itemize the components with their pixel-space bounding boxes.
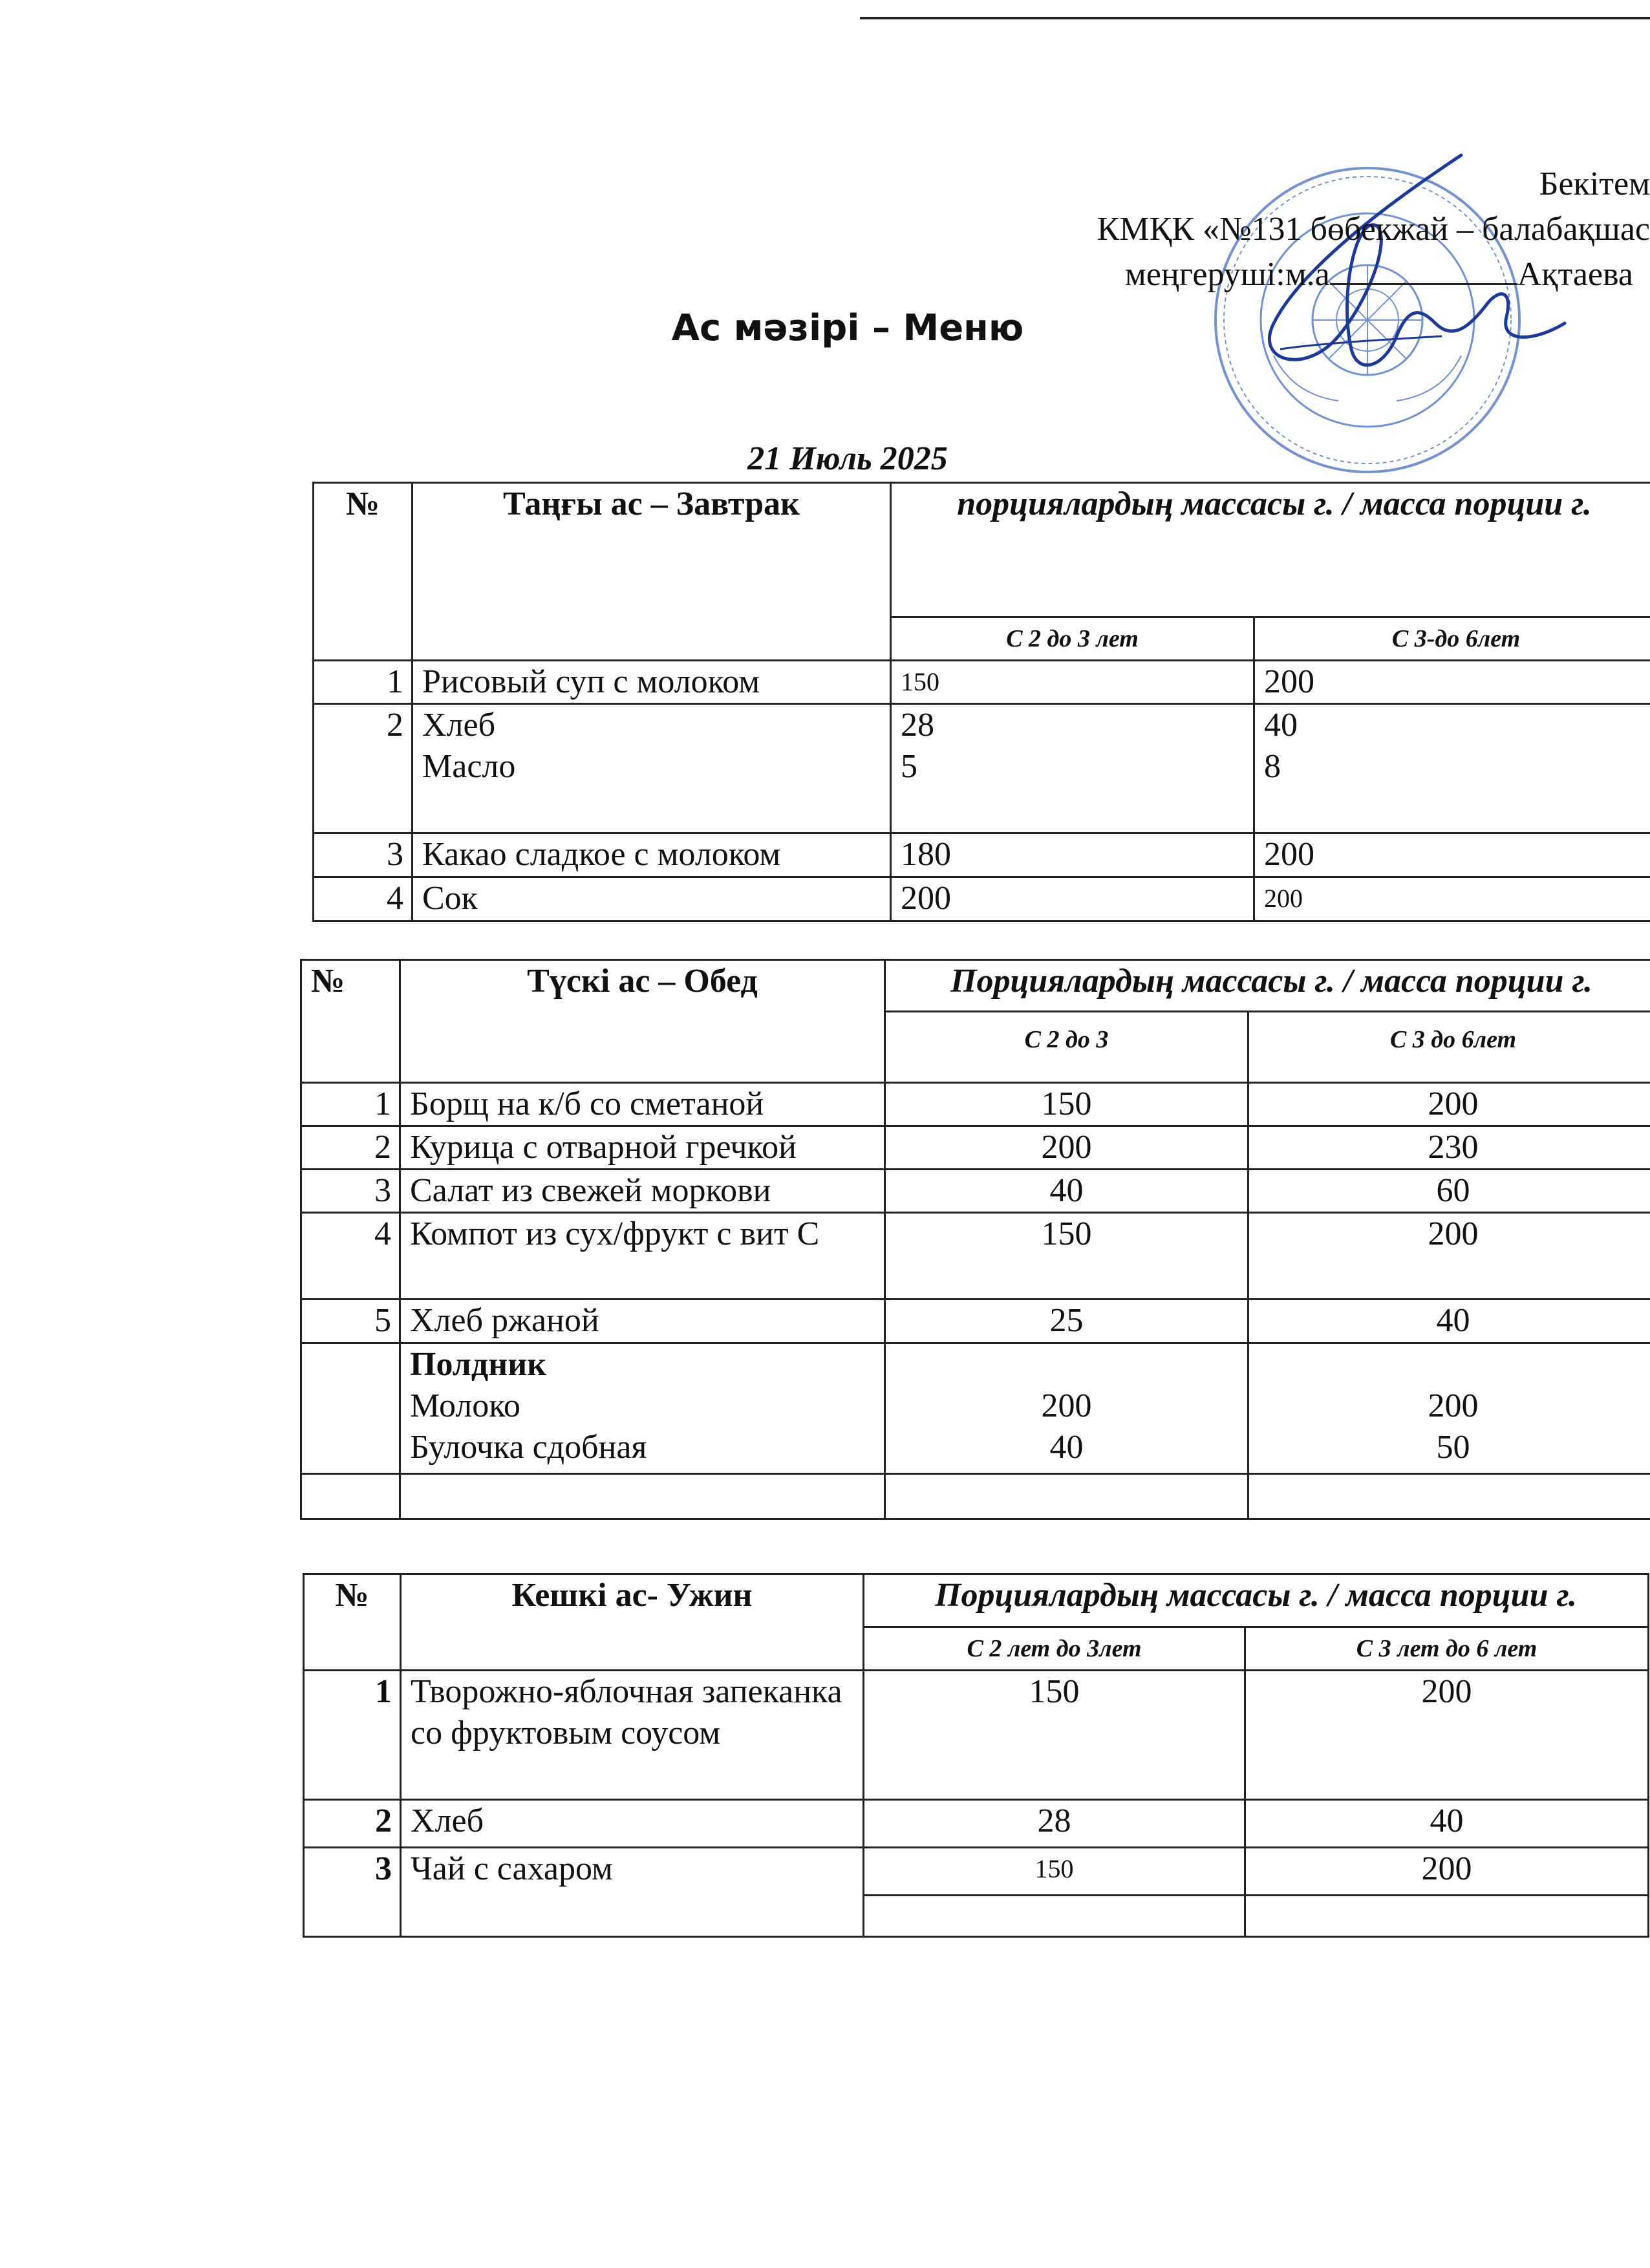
signature-blank [1330, 255, 1517, 285]
dish-name: Борщ на к/б со сметаной [400, 1083, 885, 1126]
portion-value: 28 [901, 707, 934, 744]
portion-3-6: 200 [1254, 877, 1650, 921]
portion-3-6: 200 [1248, 1213, 1650, 1300]
row-number: 2 [314, 704, 412, 833]
portion-3-6 [1248, 1343, 1650, 1474]
portion-2-3: 180 [891, 833, 1254, 877]
dish-name: Какао сладкое с молоком [412, 833, 891, 877]
portion-3-6: 200 [1245, 1671, 1649, 1800]
portion-3-6: 200 [1254, 661, 1650, 704]
lunch-title: Түскі ас – Обед [400, 960, 885, 1083]
dinner-title: Кешкі ас- Ужин [401, 1574, 864, 1671]
approval-surname: Ақтаева [1517, 256, 1633, 293]
portion-2-3: 150 [885, 1213, 1248, 1300]
portion-3-6: 40 [1248, 1300, 1650, 1343]
row-number: 3 [301, 1170, 400, 1213]
portion-3-6: 200 [1248, 1083, 1650, 1126]
row-number: 1 [304, 1671, 401, 1800]
portion-2-3: 28 [864, 1800, 1245, 1848]
lunch-age-1: С 2 до 3 [885, 1012, 1248, 1083]
snack-items [400, 1343, 885, 1474]
breakfast-mass-header: порциялардың массасы г. / масса порции г. [891, 483, 1650, 617]
portion-3-6: 200 [1254, 833, 1650, 877]
snack-title: Полдник [410, 1346, 547, 1383]
portion-value: 40 [1049, 1429, 1084, 1466]
table-row [301, 1300, 1650, 1343]
dish-name-line: Масло [422, 748, 516, 785]
portion-2-3: 200 [885, 1126, 1248, 1170]
dish-name: Салат из свежей моркови [400, 1170, 885, 1213]
row-number: 3 [304, 1848, 401, 1937]
breakfast-table [312, 482, 1650, 922]
page-title: Ас мәзірі – Меню [671, 307, 1024, 349]
portion-2-3: 25 [885, 1300, 1248, 1343]
table-row [301, 1083, 1650, 1126]
portion-3-6: 40 [1245, 1800, 1649, 1848]
snack-item: Булочка сдобная [410, 1429, 647, 1466]
portion-2-3: 150 [891, 661, 1254, 704]
table-row [314, 877, 1650, 921]
empty-row [301, 1474, 1650, 1519]
row-number-empty [301, 1343, 400, 1474]
top-border-line [860, 17, 1650, 19]
dinner-age-2: С 3 лет до 6 лет [1245, 1627, 1649, 1671]
portion-2-3: 150 [885, 1083, 1248, 1126]
table-row [314, 704, 1650, 833]
approval-line-1: Бекітем [1539, 166, 1650, 202]
portion-value: 40 [1264, 707, 1298, 744]
dish-name: Творожно-яблочная запеканка со фруктовым соусом [401, 1671, 864, 1800]
portion-2-3: 40 [885, 1170, 1248, 1213]
portion-3-6: 230 [1248, 1126, 1650, 1170]
breakfast-no-header: № [314, 483, 412, 661]
lunch-no-header: № [301, 960, 400, 1083]
lunch-mass-header: Порциялардың массасы г. / масса порции г. [885, 960, 1650, 1012]
row-number: 1 [314, 661, 412, 704]
row-number: 2 [304, 1800, 401, 1848]
table-row [304, 1800, 1649, 1848]
portion-2-3 [885, 1343, 1248, 1474]
dish-name: Сок [412, 877, 891, 921]
dish-name [412, 704, 891, 833]
dish-name: Чай с сахаром [401, 1848, 864, 1937]
row-number: 1 [301, 1083, 400, 1126]
breakfast-age-1: С 2 до 3 лет [891, 617, 1254, 661]
dish-name: Хлеб ржаной [400, 1300, 885, 1343]
lunch-age-2: С 3 до 6лет [1248, 1012, 1650, 1083]
table-row [304, 1848, 1649, 1896]
portion-3-6 [1254, 704, 1650, 833]
portion-2-3 [891, 704, 1254, 833]
portion-value: 5 [901, 748, 917, 785]
table-row [314, 833, 1650, 877]
portion-2-3: 200 [891, 877, 1254, 921]
snack-item: Молоко [410, 1387, 520, 1424]
table-row [301, 1126, 1650, 1170]
table-row [301, 1170, 1650, 1213]
table-row [301, 1213, 1650, 1300]
table-row [314, 661, 1650, 704]
portion-2-3: 150 [864, 1671, 1245, 1800]
lunch-table [300, 959, 1650, 1520]
approval-block [1097, 162, 1650, 297]
dish-name: Компот из сух/фрукт с вит С [400, 1213, 885, 1300]
portion-value: 8 [1264, 748, 1281, 785]
dinner-mass-header: Порциялардың массасы г. / масса порции г. [864, 1574, 1649, 1627]
portion-value: 200 [1428, 1387, 1479, 1424]
row-number: 4 [301, 1213, 400, 1300]
dinner-age-1: С 2 лет до 3лет [864, 1627, 1245, 1671]
approval-line-2: КМҚК «№131 бөбекжай – балабақшас [1097, 211, 1650, 248]
row-number: 4 [314, 877, 412, 921]
dish-name: Курица с отварной гречкой [400, 1126, 885, 1170]
row-number: 3 [314, 833, 412, 877]
menu-date: 21 Июль 2025 [747, 440, 948, 477]
row-number: 5 [301, 1300, 400, 1343]
table-row [304, 1671, 1649, 1800]
breakfast-age-2: С 3-до 6лет [1254, 617, 1650, 661]
dish-name-line: Хлеб [422, 707, 496, 744]
approval-line-3 [1097, 252, 1650, 297]
portion-3-6: 200 [1245, 1848, 1649, 1896]
portion-value: 200 [1041, 1387, 1092, 1424]
dish-name: Рисовый суп с молоком [412, 661, 891, 704]
dinner-no-header: № [304, 1574, 401, 1671]
snack-row [301, 1343, 1650, 1474]
portion-2-3: 150 [864, 1848, 1245, 1896]
breakfast-title: Таңғы ас – Завтрак [412, 483, 891, 661]
dish-name: Хлеб [401, 1800, 864, 1848]
portion-3-6: 60 [1248, 1170, 1650, 1213]
portion-value: 50 [1436, 1429, 1470, 1466]
approval-position: меңгеруші:м.а [1124, 256, 1330, 293]
row-number: 2 [301, 1126, 400, 1170]
dinner-table [303, 1573, 1649, 1938]
